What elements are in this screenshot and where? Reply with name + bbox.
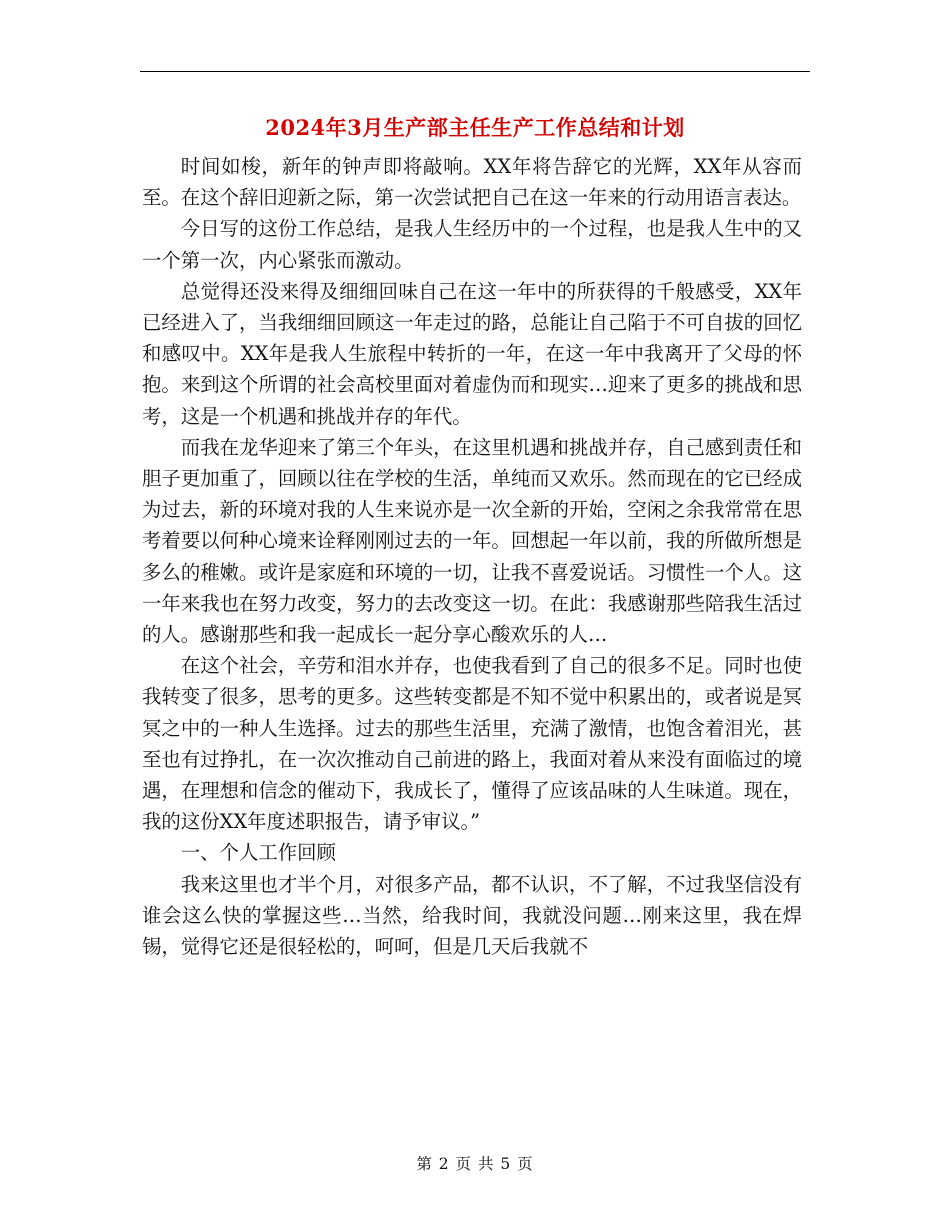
paragraph-4: 而我在龙华迎来了第三个年头，在这里机遇和挑战并存，自己感到责任和胆子更加重了，回顾以往在学校的生活，单纯而又欢乐。然而现在的它已经成为过去，新的环境对我的人生来说亦是一次全新的开始，空闲之余我常常在思考着要以何种心境来诠释刚刚过去的一年。回想起一年以前，我的所做所想是多么的稚嫩。或许是家庭和环境的一切，让我不喜爱说话。习惯性一个人。这一年来我也在努力改变，努力的去改变这一切。在此：我感谢那些陪我生活过的人。感谢那些和我一起成长一起分享心酸欢乐的人… bbox=[142, 435, 802, 647]
paragraph-3: 总觉得还没来得及细细回味自己在这一年中的所获得的千般感受，XX年已经进入了，当我细细回顾这一年走过的路，总能让自己陷于不可自拔的回忆和感叹中。XX年是我人生旅程中转折的一年，在这一年中我离开了父母的怀抱。来到这个所谓的社会高校里面对着虚伪而和现实…迎来了更多的挑战和思考，这是一个机遇和挑战并存的年代。 bbox=[142, 279, 802, 428]
header-rule bbox=[140, 71, 810, 72]
paragraph-1: 时间如梭，新年的钟声即将敲响。XX年将告辞它的光辉，XX年从容而至。在这个辞旧迎新之际，第一次尝试把自己在这一年来的行动用语言表达。 bbox=[142, 155, 802, 210]
document-title: 2024年3月生产部主任生产工作总结和计划 bbox=[265, 115, 685, 140]
page-number-footer: 第 2 页 共 5 页 bbox=[416, 1155, 534, 1173]
paragraph-6: 我来这里也才半个月，对很多产品，都不认识，不了解，不过我坚信没有谁会这么快的掌握这些…当然，给我时间，我就没问题…刚来这里，我在焊锡，觉得它还是很轻松的，呵呵，但是几天后我就不 bbox=[142, 872, 802, 959]
paragraph-5: 在这个社会，辛劳和泪水并存，也使我看到了自己的很多不足。同时也使我转变了很多，思考的更多。这些转变都是不知不觉中积累出的，或者说是冥冥之中的一种人生选择。过去的那些生活里，充满了激情，也饱含着泪光，甚至也有过挣扎，在一次次推动自己前进的路上，我面对着从来没有面临过的境遇，在理想和信念的催动下，我成长了，懂得了应该品味的人生味道。现在，我的这份XX年度述职报告，请予审议。” bbox=[142, 654, 802, 834]
section-heading: 一、个人工作回顾 bbox=[180, 841, 336, 865]
document-body bbox=[142, 151, 802, 962]
paragraph-2: 今日写的这份工作总结，是我人生经历中的一个过程，也是我人生中的又一个第一次，内心紧张而激动。 bbox=[142, 217, 802, 272]
